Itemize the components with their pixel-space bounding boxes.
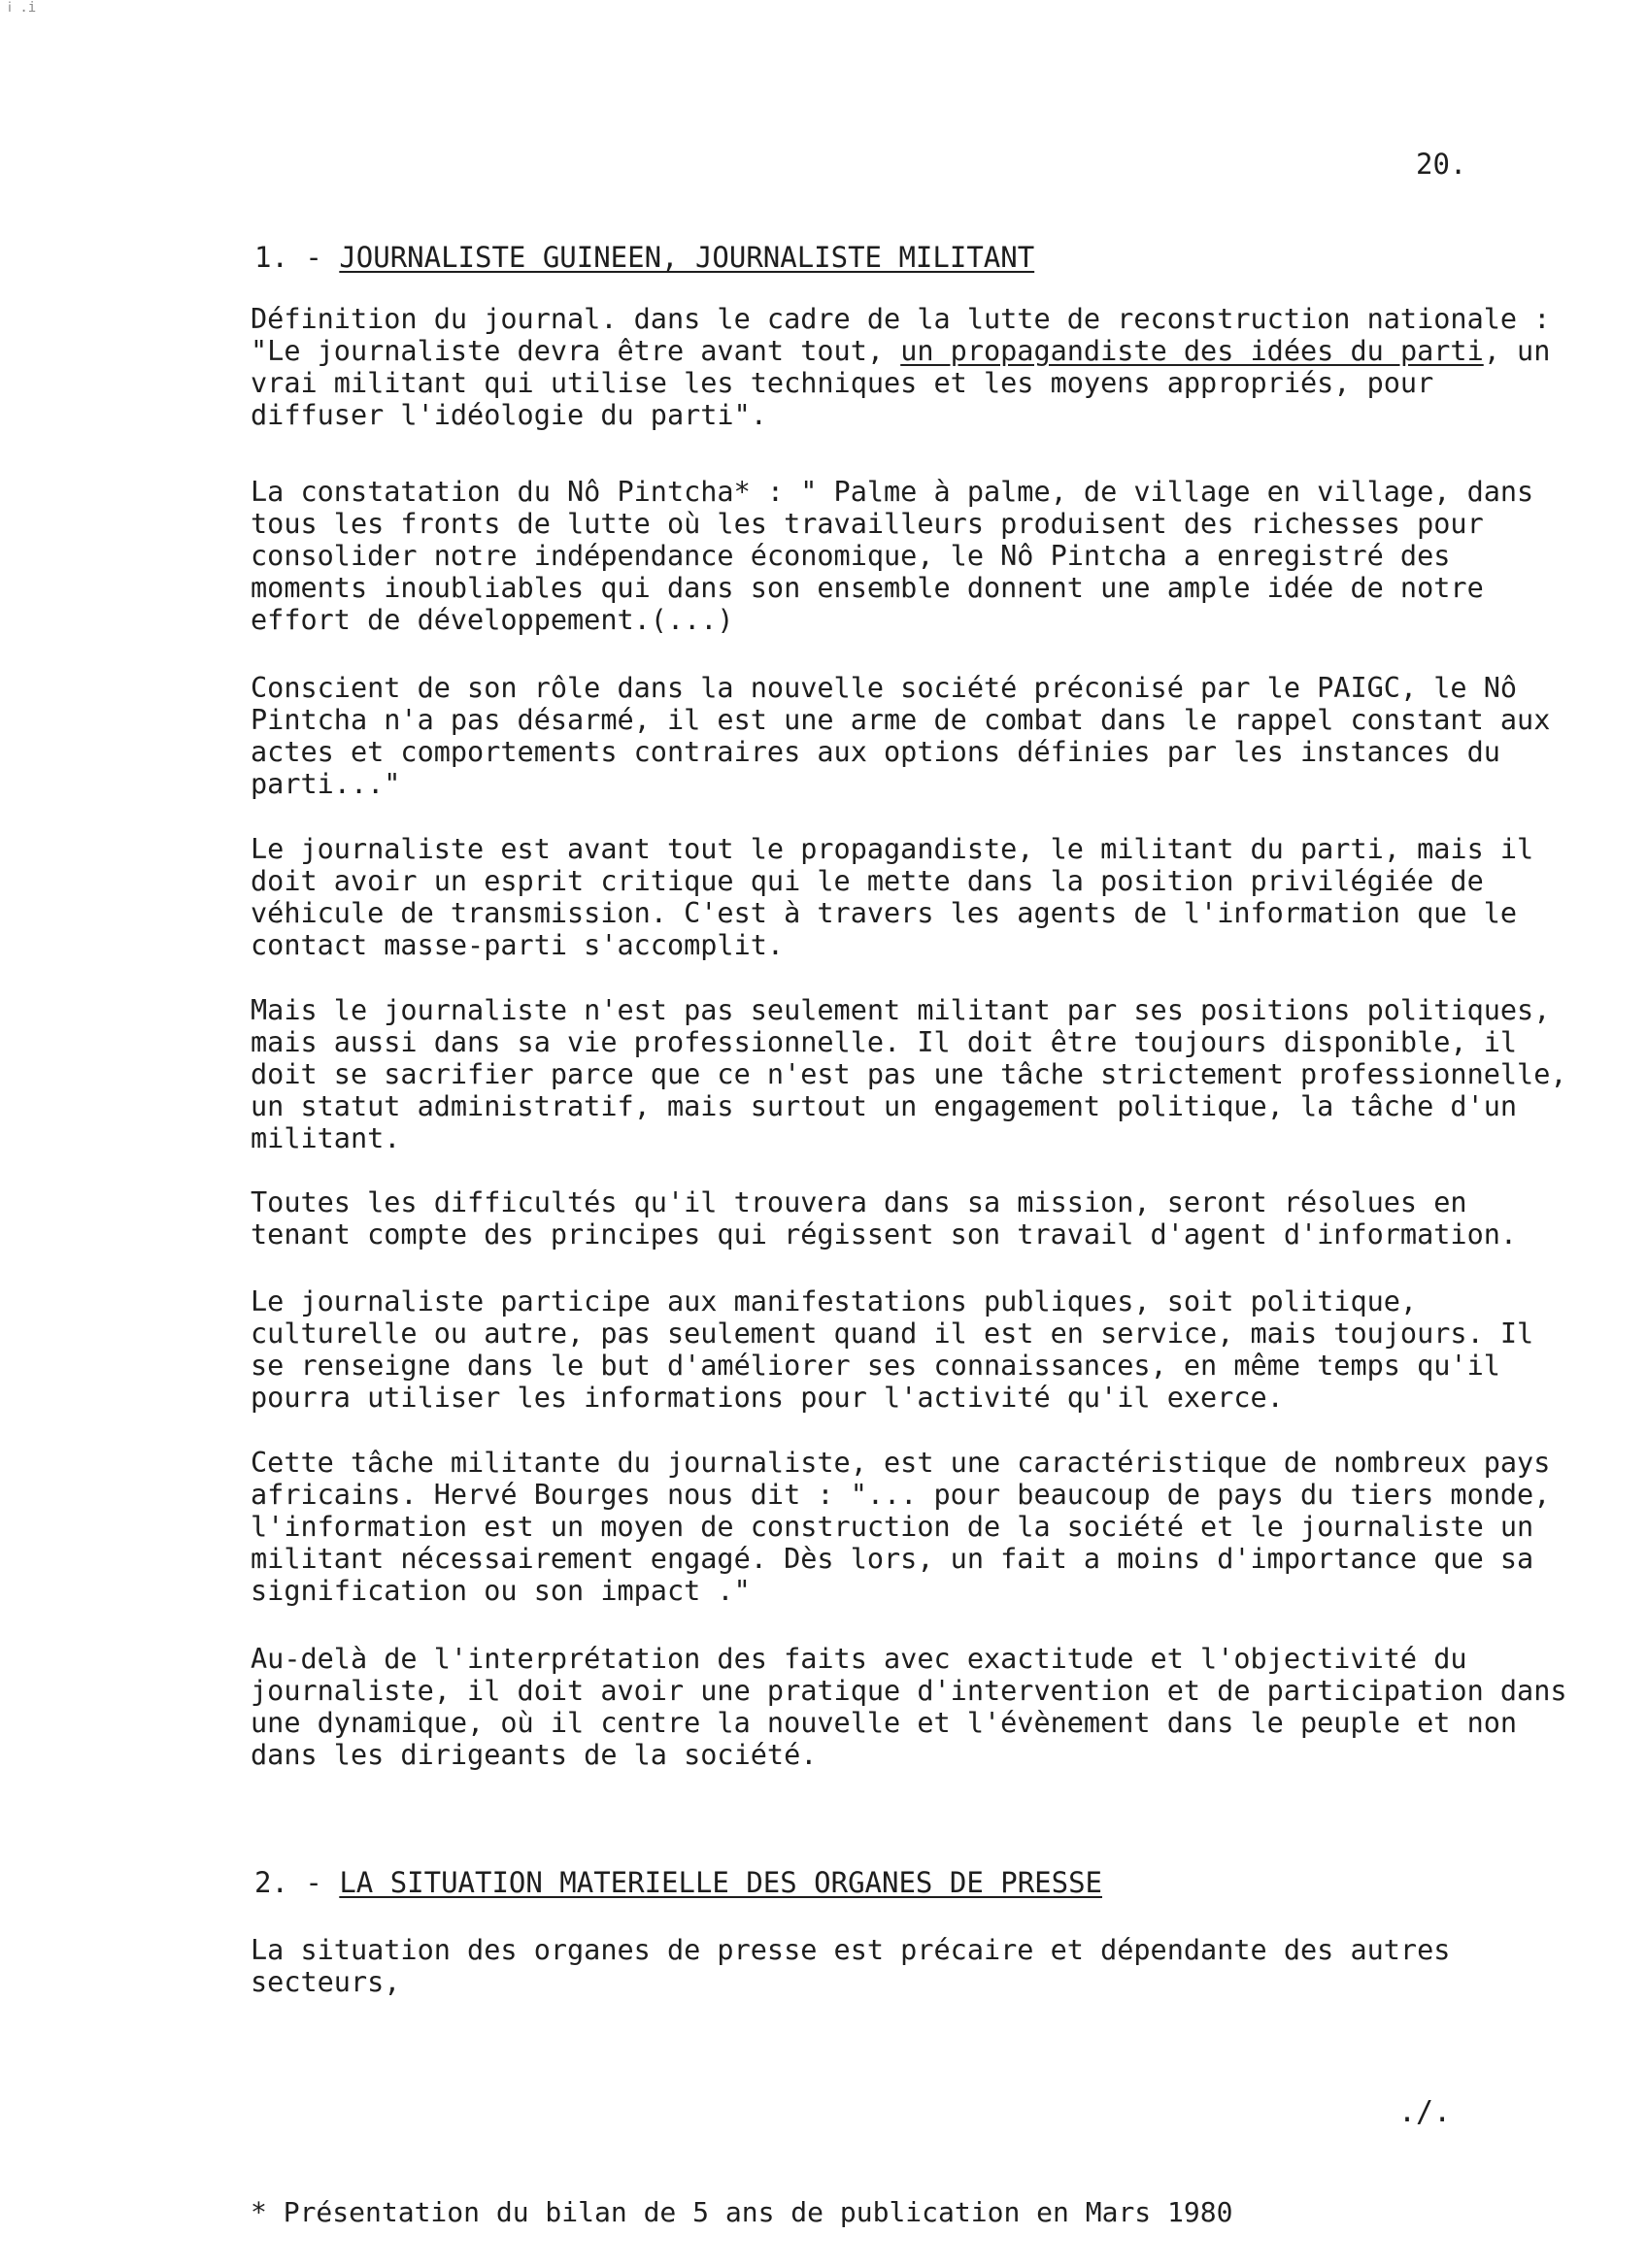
page-number: 20.: [1416, 148, 1467, 181]
section-2-number: 2. -: [254, 1866, 340, 1899]
paragraph-interpretation: Au-delà de l'interprétation des faits avec exactitude et l'objectivité du journaliste, il doit avoir une pratique d'intervention et de participation dans une dynamique, où il centre la nouvelle et l'évènement dans le peuple et non dans les dirigeants de la société.: [251, 1643, 1567, 1771]
section-1-heading: [254, 241, 1034, 274]
paragraph-militant: Mais le journaliste n'est pas seulement militant par ses positions politiques, mais aussi dans sa vie professionnelle. Il doit être toujours disponible, il doit se sacrifier parce que ce n'est pas une tâche strictement professionnelle, un statut administratif, mais surtout un engagement politique, la tâche d'un militant.: [251, 994, 1567, 1154]
section-1-number: 1. -: [254, 241, 340, 274]
paragraph-manifestations: Le journaliste participe aux manifestations publiques, soit politique, culturelle ou autre, pas seulement quand il est en service, mais toujours. Il se renseigne dans le but d'améliorer ses connaissances, en même temps qu'il pourra utiliser les informations pour l'activité qu'il exerce.: [251, 1285, 1534, 1414]
paragraph-definition-text-a: Définition du journal. dans le cadre de la lutte de reconstruction nationale : "Le journaliste devra être avant tout,: [251, 303, 1551, 367]
paragraph-difficultes: Toutes les difficultés qu'il trouvera dans sa mission, seront résolues en tenant compte des principes qui régissent son travail d'agent d'information.: [251, 1186, 1518, 1251]
paragraph-definition-underlined: un propagandiste des idées du parti: [900, 335, 1484, 367]
paragraph-situation: La situation des organes de presse est précaire et dépendante des autres secteurs,: [251, 1934, 1451, 1998]
section-2-title: LA SITUATION MATERIELLE DES ORGANES DE PRESSE: [339, 1866, 1102, 1899]
paragraph-bourges: Cette tâche militante du journaliste, est une caractéristique de nombreux pays africains. Hervé Bourges nous dit : "... pour beaucoup de pays du tiers monde, l'information est un moyen de construction de la société et le journaliste un militant nécessairement engagé. Dès lors, un fait a moins d'importance que sa signification ou son impact .": [251, 1447, 1551, 1607]
paragraph-conscient: Conscient de son rôle dans la nouvelle société préconisé par le PAIGC, le Nô Pintcha n'a pas désarmé, il est une arme de combat dans le rappel constant aux actes et comportements contraires aux options définies par les instances du parti...": [251, 672, 1551, 800]
paragraph-propagandiste: Le journaliste est avant tout le propagandiste, le militant du parti, mais il doit avoir un esprit critique qui le mette dans la position privilégiée de véhicule de transmission. C'est à travers les agents de l'information que le contact masse-parti s'accomplit.: [251, 833, 1534, 961]
paragraph-definition: [251, 303, 1583, 431]
paragraph-constatation: La constatation du Nô Pintcha* : " Palme à palme, de village en village, dans tous les fronts de lutte où les travailleurs produisent des richesses pour consolider notre indépendance économique, le Nô Pintcha a enregistré des moments inoubliables qui dans son ensemble donnent une ample idée de notre effort de développement.(...): [251, 476, 1534, 636]
continuation-mark: ./.: [1398, 2095, 1452, 2129]
paragraph-definition-text-b: , un vrai militant qui utilise les techniques et les moyens appropriés, pour diffuser l'idéologie du parti".: [251, 335, 1551, 431]
section-1-title: JOURNALISTE GUINEEN, JOURNALISTE MILITANT: [339, 241, 1035, 274]
section-2-heading: [254, 1866, 1102, 1899]
scan-corner-mark: ⅰ .i: [8, 0, 37, 16]
footnote: * Présentation du bilan de 5 ans de publication en Mars 1980: [251, 2196, 1233, 2228]
